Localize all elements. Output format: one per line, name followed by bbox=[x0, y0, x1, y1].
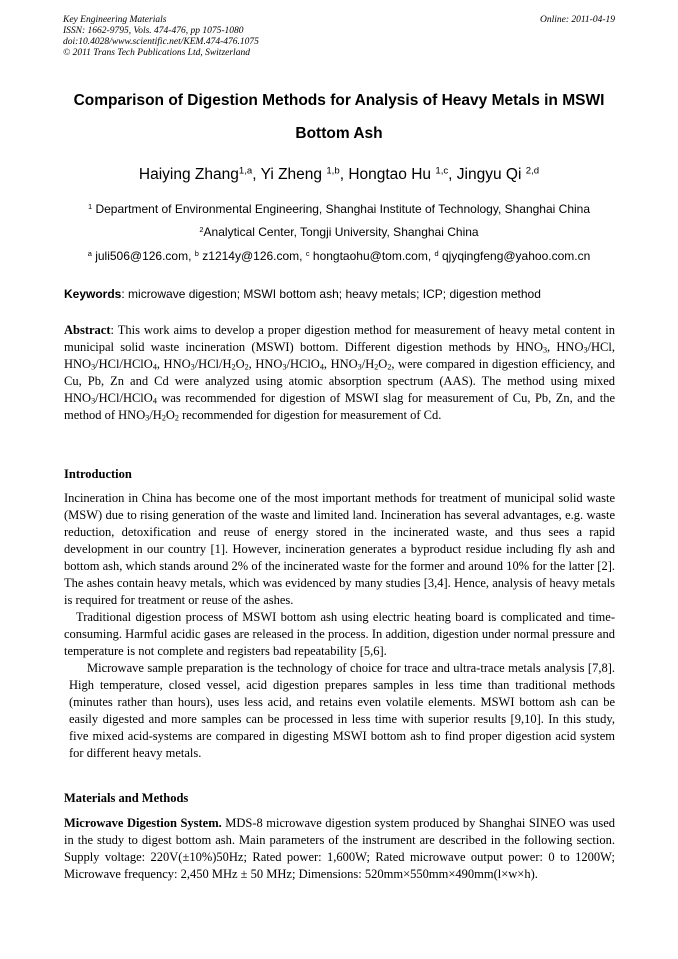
introduction-heading: Introduction bbox=[64, 467, 132, 481]
abstract-label: Abstract bbox=[64, 323, 111, 337]
abstract bbox=[64, 322, 615, 424]
email-list: $^a$ juli506@126.com, $^b$ z1214y@126.com, $^c$ hongtaohu@tom.com, $^d$ qjyqingfeng@yahoo.com.cn bbox=[87, 248, 591, 263]
journal-name: Key Engineering Materials bbox=[63, 15, 167, 25]
email-link[interactable]: hongtaohu@tom.com bbox=[312, 249, 428, 263]
author-sup: 1,c bbox=[435, 165, 449, 177]
affiliation-2: $^2$Analytical Center, Tongji University, Shanghai China bbox=[199, 224, 479, 239]
doi-line: doi:10.4028/www.scientific.net/KEM.474-476.1075 bbox=[63, 37, 259, 47]
author-name: Haiying Zhang bbox=[138, 166, 239, 183]
materials-body bbox=[64, 815, 615, 883]
materials-heading: Materials and Methods bbox=[64, 791, 189, 805]
author-sup: 1,a bbox=[238, 165, 253, 177]
abstract-paragraph: Abstract: This work aims to develop a proper digestion method for measurement of heavy metal content in municipal solid waste incineration (MSWI) bottom. Different digestion methods by $HNO_3$, $HNO_3$/HCl, $HNO_3/HCl/HClO_4$, $HNO_3/HCl/H_2O_2$, $HNO_3/HClO_4$, $HNO_3/H_2O_2$, were compared in digestion efficiency, and Cu, Pb, Zn and Cd were analyzed using atomic absorption spectrum (AAS). The method using mixed $HNO_3/HCl/HClO_4$ was recommended for digestion of MSWI slag for measurement of Cu, Pb, Zn, and the method of $HNO_3/H_2O_2$ recommended for digestion for measurement of Cd. bbox=[64, 323, 616, 423]
paper-title-line-1: Comparison of Digestion Methods for Analysis of Heavy Metals in MSWI bbox=[73, 92, 605, 109]
email-link[interactable]: qjyqingfeng@yahoo.com.cn bbox=[441, 249, 591, 263]
author-name: Hongtao Hu bbox=[348, 166, 432, 183]
keywords-label: Keywords bbox=[64, 287, 122, 301]
paper-title-line-2: Bottom Ash bbox=[295, 125, 383, 142]
author-sup: 2,d bbox=[525, 165, 540, 177]
affiliation-1: $^1$ Department of Environmental Engineering, Shanghai Institute of Technology, Shanghai China bbox=[87, 201, 591, 216]
author-name: Yi Zheng bbox=[260, 166, 323, 183]
journal-header bbox=[63, 15, 259, 59]
email-link[interactable]: juli506@126.com bbox=[95, 249, 189, 263]
keywords bbox=[64, 287, 620, 301]
author-name: Jingyu Qi bbox=[456, 166, 522, 183]
keywords-text: : microwave digestion; MSWI bottom ash; heavy metals; ICP; digestion method bbox=[121, 287, 541, 301]
online-date: Online: 2011-04-19 bbox=[539, 15, 615, 25]
introduction-body bbox=[64, 490, 615, 762]
email-link[interactable]: z1214y@126.com bbox=[202, 249, 300, 263]
materials-subheading: Microwave Digestion System. bbox=[64, 816, 222, 830]
materials-paragraph: Microwave Digestion System. MDS-8 microwave digestion system produced by Shanghai SINEO was used in the study to digest bottom ash. Main parameters of the instrument are described in the following section. Supply voltage: 220V(±10%)50Hz; Rated power: 1,600W; Rated microwave output power: 0 to 1200W; Microwave frequency: 2,450 MHz ± 50 MHz; Dimensions: 520mm×550mm×490mm(l×w×h). bbox=[64, 816, 616, 881]
intro-paragraph-2: Traditional digestion process of MSWI bottom ash using electric heating board is complicated and time-consuming. Harmful acidic gases are released in the process. In addition, digestion under normal pressure and temperature is not complete and registers bad repeatability [5,6]. bbox=[64, 610, 615, 658]
intro-paragraph-1: Incineration in China has become one of the most important methods for treatment of municipal solid waste (MSW) due to rising generation of the waste and limited land. Incineration has several advantages, e.g. waste reduction, detoxification and reuse of energy stored in the incinerated waste, and thus sees a rapid development in our country [1]. However, incineration generates a byproduct residue including fly ash and bottom ash, which stands around 2% of the incinerated waste for the former and around 10% for the latter [2]. The ashes contain heavy metals, which was evidenced by many studies [3,4]. Hence, analysis of heavy metals is required for treatment or reuse of the ashes. bbox=[64, 491, 615, 607]
author-list: Haiying Zhang$^{1,a}$, Yi Zheng $^{1,b}$, Hongtao Hu $^{1,c}$, Jingyu Qi $^{2,d}$ bbox=[138, 165, 540, 183]
intro-paragraph-3: Microwave sample preparation is the technology of choice for trace and ultra-trace metals analysis [7,8]. High temperature, closed vessel, acid digestion prepares samples in less time than traditional methods (minutes rather than hours), uses less acid, and retains even volatile elements. MSWI bottom ash can be easily digested and more samples can be processed in less time with superior results [9,10]. In this study, five mixed acid-systems are compared in digesting MSWI bottom ash to find proper digestion acid system for different heavy metals. bbox=[69, 661, 615, 760]
issn-line: ISSN: 1662-9795, Vols. 474-476, pp 1075-1080 bbox=[63, 26, 244, 36]
author-sup: 1,b bbox=[326, 165, 340, 177]
copyright-line: © 2011 Trans Tech Publications Ltd, Switzerland bbox=[63, 48, 250, 58]
